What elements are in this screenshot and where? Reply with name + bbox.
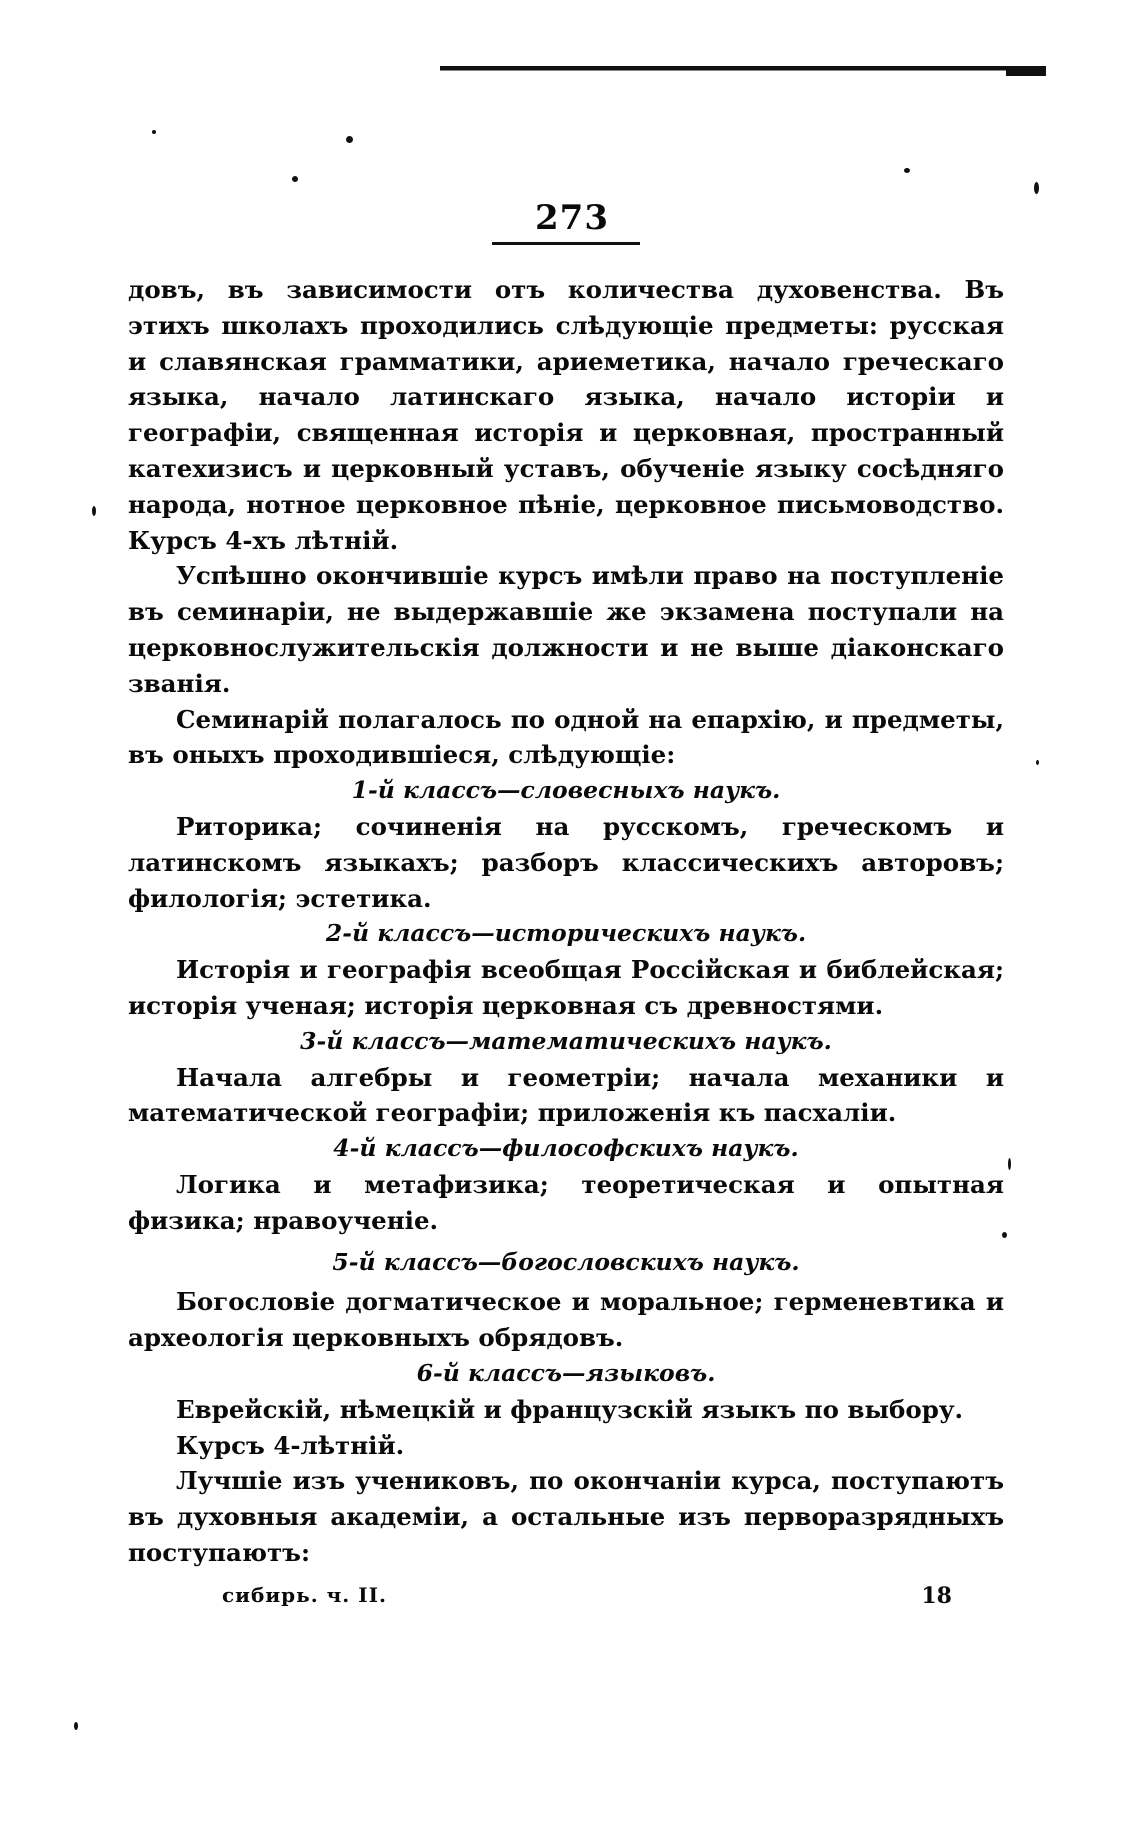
- scan-speck: [1036, 760, 1039, 765]
- scan-speck: [74, 1722, 78, 1730]
- scan-speck: [1008, 1158, 1011, 1170]
- scan-speck: [1002, 1232, 1007, 1238]
- class-3-heading: 3-й классъ—математическихъ наукъ.: [300, 1026, 832, 1055]
- scan-speck: [92, 506, 96, 516]
- class-1-subjects: Риторика; сочиненія на русскомъ, греческомъ и латинскомъ языкахъ; разборъ классическихъ авторовъ; филологія; эстетика.: [128, 811, 1004, 913]
- class-1-heading: 1-й классъ—словесныхъ наукъ.: [351, 776, 781, 805]
- class-6-subjects: Еврейскій, нѣмецкій и французскій языкъ по выбору.: [176, 1394, 964, 1424]
- paragraph-seminaries: Семинарій полагалось по одной на епархію, и предметы, въ оныхъ проходившіеся, слѣдующіе:: [128, 704, 1004, 770]
- scan-speck: [152, 130, 156, 134]
- class-5-heading: 5-й классъ—богословскихъ наукъ.: [332, 1247, 800, 1276]
- sheet-number: 18: [921, 1583, 952, 1609]
- scan-speck: [292, 176, 298, 182]
- scan-speck: [346, 136, 353, 143]
- page-body: [128, 272, 1004, 1571]
- scan-speck: [904, 168, 910, 173]
- paragraph-schools: довъ, въ зависимости отъ количества духовенства. Въ этихъ школахъ проходились слѣдующіе предметы: русская и славянская грамматики, ариеметика, начало греческаго языка, начало латинскаго языка, начало исторіи и географіи, священная исторія и церковная, пространный катехизисъ и церковный уставъ, обученіе языку сосѣдняго народа, нотное церковное пѣніе, церковное письмоводство. Курсъ 4-хъ лѣтній.: [128, 275, 1004, 555]
- class-2-heading: 2-й классъ—историческихъ наукъ.: [325, 919, 807, 948]
- class-3-subjects: Начала алгебры и геометріи; начала механики и математической географіи; приложенія къ пасхаліи.: [128, 1062, 1004, 1128]
- scan-speck: [1034, 182, 1039, 194]
- class-2-subjects: Исторія и географія всеобщая Россійская и библейская; исторія ученая; исторія церковная съ древностями.: [128, 955, 1004, 1020]
- paragraph-graduates: Успѣшно окончившіе курсъ имѣли право на поступленіе въ семинаріи, не выдержавшіе же экзамена поступали на церковнослужительскія должности и не выше діаконскаго званія.: [128, 561, 1004, 698]
- page-number-rule: [492, 242, 640, 245]
- class-6-heading: 6-й классъ—языковъ.: [416, 1358, 716, 1387]
- signature-mark: сибирь. ч. II.: [222, 1583, 387, 1607]
- class-4-heading: 4-й классъ—философскихъ наукъ.: [333, 1134, 799, 1163]
- header-rule: [440, 66, 1046, 74]
- course-duration: Курсъ 4-лѣтній.: [176, 1430, 405, 1460]
- page-number: 273: [535, 198, 609, 238]
- paragraph-best-students: Лучшіе изъ учениковъ, по окончаніи курса, поступаютъ въ духовныя академіи, а остальные изъ перворазрядныхъ поступаютъ:: [128, 1466, 1004, 1567]
- class-5-subjects: Богословіе догматическое и моральное; герменевтика и археологія церковныхъ обрядовъ.: [128, 1287, 1004, 1353]
- class-4-subjects: Логика и метафизика; теоретическая и опытная физика; нравоученіе.: [128, 1169, 1004, 1235]
